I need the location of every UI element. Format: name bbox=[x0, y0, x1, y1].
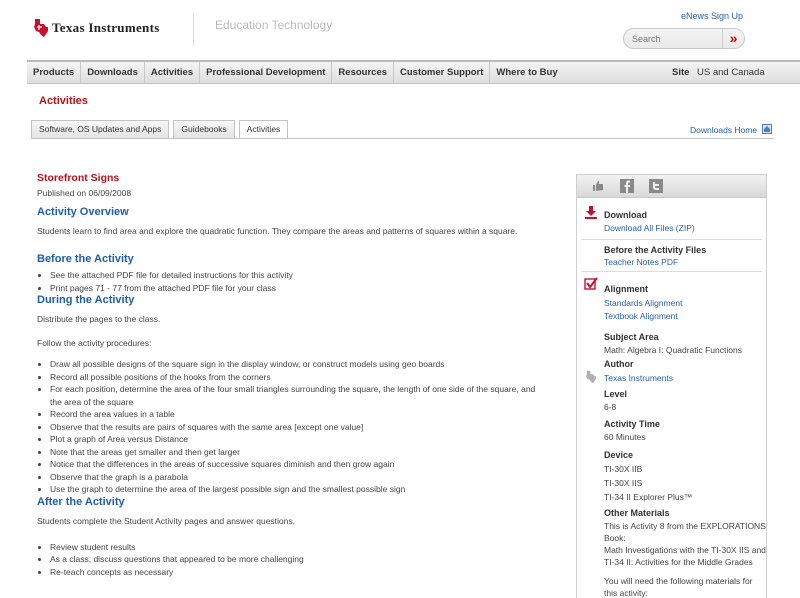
list-item: • Note that the areas get smaller and then get larger bbox=[50, 446, 542, 459]
tab-guidebooks[interactable]: Guidebooks bbox=[173, 120, 234, 138]
before-activity-heading: Before the Activity bbox=[37, 253, 134, 265]
list-item: • Notice that the differences in the areas of successive squares diminish and then grow again bbox=[50, 458, 542, 471]
share-bar bbox=[577, 175, 766, 198]
device-item: TI-30X IIS bbox=[604, 478, 643, 488]
subject-area-value: Math: Algebra I: Quadratic Functions bbox=[604, 345, 742, 355]
device-heading: Device bbox=[604, 450, 634, 460]
texas-state-logo-icon bbox=[584, 370, 598, 384]
device-section bbox=[604, 450, 692, 503]
main-nav bbox=[27, 60, 800, 84]
header-divider bbox=[193, 14, 194, 46]
list-item: • Review student results bbox=[50, 541, 542, 554]
subject-area-heading: Subject Area bbox=[604, 332, 659, 342]
subject-area-section bbox=[604, 332, 764, 356]
standards-alignment-link[interactable]: Standards Alignment bbox=[604, 298, 683, 308]
list-item: • Record the area values in a table bbox=[50, 408, 542, 421]
level-heading: Level bbox=[604, 389, 628, 399]
list-item: • Draw all possible designs of the square sign in the display window, or construct models using geo boards bbox=[50, 358, 542, 371]
sidebar-divider bbox=[581, 271, 762, 272]
site-region-selector[interactable]: US and Canada bbox=[697, 67, 765, 78]
tabs-divider bbox=[31, 138, 774, 139]
alignment-heading: Alignment bbox=[604, 284, 648, 294]
site-header bbox=[0, 0, 800, 60]
brand-name: Texas Instruments bbox=[52, 20, 160, 35]
activity-time-section bbox=[604, 419, 660, 443]
facebook-icon[interactable] bbox=[620, 179, 634, 193]
home-icon[interactable] bbox=[762, 124, 772, 134]
list-item: • Print pages 71 - 77 from the attached PDF file for your class bbox=[50, 282, 542, 295]
nav-item-activities[interactable]: Activities bbox=[145, 62, 200, 84]
twitter-icon[interactable] bbox=[649, 179, 663, 193]
overview-text: Students learn to find area and explore the quadratic function. They compare the areas and patterns of squares within a square. bbox=[37, 226, 518, 236]
tab-activities[interactable]: Activities bbox=[239, 120, 289, 139]
search-button[interactable]: » bbox=[722, 29, 744, 48]
ti-logo[interactable] bbox=[33, 18, 160, 38]
nav-item-resources[interactable]: Resources bbox=[332, 62, 394, 84]
downloads-home-link[interactable]: Downloads Home bbox=[690, 125, 758, 135]
activity-time-heading: Activity Time bbox=[604, 419, 660, 429]
other-materials-text: Math Investigations with the TI-30X IIS and TI-34 II: Activities for the Middle Grades bbox=[604, 545, 766, 567]
downloads-tabs bbox=[31, 120, 292, 139]
other-materials-heading: Other Materials bbox=[604, 508, 670, 518]
enews-signup-link[interactable]: eNews Sign Up bbox=[680, 11, 743, 21]
thumbs-up-icon[interactable] bbox=[591, 179, 605, 193]
level-value: 6-8 bbox=[604, 402, 617, 412]
activity-time-value: 60 Minutes bbox=[604, 432, 646, 442]
site-tagline: Education Technology bbox=[215, 18, 333, 32]
after-activity-list bbox=[37, 541, 542, 579]
level-section bbox=[604, 389, 627, 413]
teacher-notes-pdf-link[interactable]: Teacher Notes PDF bbox=[604, 257, 679, 267]
nav-item-where-to-buy[interactable]: Where to Buy bbox=[496, 67, 558, 78]
textbook-alignment-link[interactable]: Textbook Alignment bbox=[604, 311, 678, 321]
before-files-section bbox=[604, 245, 706, 267]
nav-item-customer-support[interactable]: Customer Support bbox=[394, 62, 490, 84]
nav-item-products[interactable]: Products bbox=[27, 62, 81, 84]
list-item: • Observe that the graph is a parabola bbox=[50, 471, 542, 484]
author-section bbox=[604, 359, 673, 383]
alignment-section bbox=[604, 284, 682, 321]
download-icon bbox=[584, 205, 598, 219]
tab-software-os-updates[interactable]: Software, OS Updates and Apps bbox=[31, 120, 169, 138]
download-heading: Download bbox=[604, 210, 647, 220]
texas-state-logo-icon bbox=[33, 18, 49, 38]
author-heading: Author bbox=[604, 359, 634, 369]
download-all-zip-link[interactable]: Download All Files (ZIP) bbox=[604, 223, 695, 233]
during-activity-list bbox=[37, 358, 542, 496]
list-item: • Plot a graph of Area versus Distance bbox=[50, 433, 542, 446]
activity-content bbox=[37, 172, 542, 578]
during-text-2: Follow the activity procedures: bbox=[37, 338, 152, 348]
list-item: • As a class, discuss questions that appeared to be more challenging bbox=[50, 553, 542, 566]
list-item: • Use the graph to determine the area of the largest possible sign and the smallest possible sign bbox=[50, 483, 542, 496]
nav-item-professional-development[interactable]: Professional Development bbox=[200, 62, 332, 84]
checkbox-checked-icon bbox=[584, 277, 598, 291]
search-input[interactable] bbox=[632, 33, 722, 45]
before-files-heading: Before the Activity Files bbox=[604, 245, 707, 255]
search-box bbox=[623, 28, 745, 49]
page-title: Activities bbox=[39, 95, 88, 107]
activity-sidebar bbox=[576, 174, 767, 598]
other-materials-section bbox=[604, 508, 766, 598]
during-activity-heading: During the Activity bbox=[37, 294, 135, 306]
download-section bbox=[604, 210, 695, 233]
activity-title: Storefront Signs bbox=[37, 172, 120, 184]
before-activity-list bbox=[37, 269, 542, 294]
nav-item-downloads[interactable]: Downloads bbox=[81, 62, 145, 84]
other-materials-text: This is Activity 8 from the EXPLORATIONS Book: bbox=[604, 521, 766, 543]
overview-heading: Activity Overview bbox=[37, 206, 129, 218]
site-label: Site bbox=[672, 67, 690, 78]
published-date: Published on 06/09/2008 bbox=[37, 188, 132, 198]
list-item: • Re-teach concepts as necessary bbox=[50, 566, 542, 579]
list-item: • For each position, determine the area of the four small triangles surrounding the square, the length of one side of the square, and the area of the square bbox=[50, 383, 542, 408]
list-item: • Observe that the results are pairs of squares with the same area [except one value] bbox=[50, 421, 542, 434]
after-text: Students complete the Student Activity pages and answer questions. bbox=[37, 515, 295, 526]
author-link[interactable]: Texas Instruments bbox=[604, 373, 673, 383]
other-materials-text: You will need the following materials for this activity: bbox=[604, 576, 753, 598]
sidebar-divider bbox=[581, 239, 762, 240]
during-text-1: Distribute the pages to the class. bbox=[37, 314, 161, 324]
device-item: TI-30X IIB bbox=[604, 464, 643, 474]
device-item: TI-34 II Explorer Plus™ bbox=[604, 492, 693, 502]
list-item: • See the attached PDF file for detailed instructions for this activity bbox=[50, 269, 542, 282]
list-item: • Record all possible positions of the hooks from the corners bbox=[50, 371, 542, 384]
after-activity-heading: After the Activity bbox=[37, 495, 125, 508]
